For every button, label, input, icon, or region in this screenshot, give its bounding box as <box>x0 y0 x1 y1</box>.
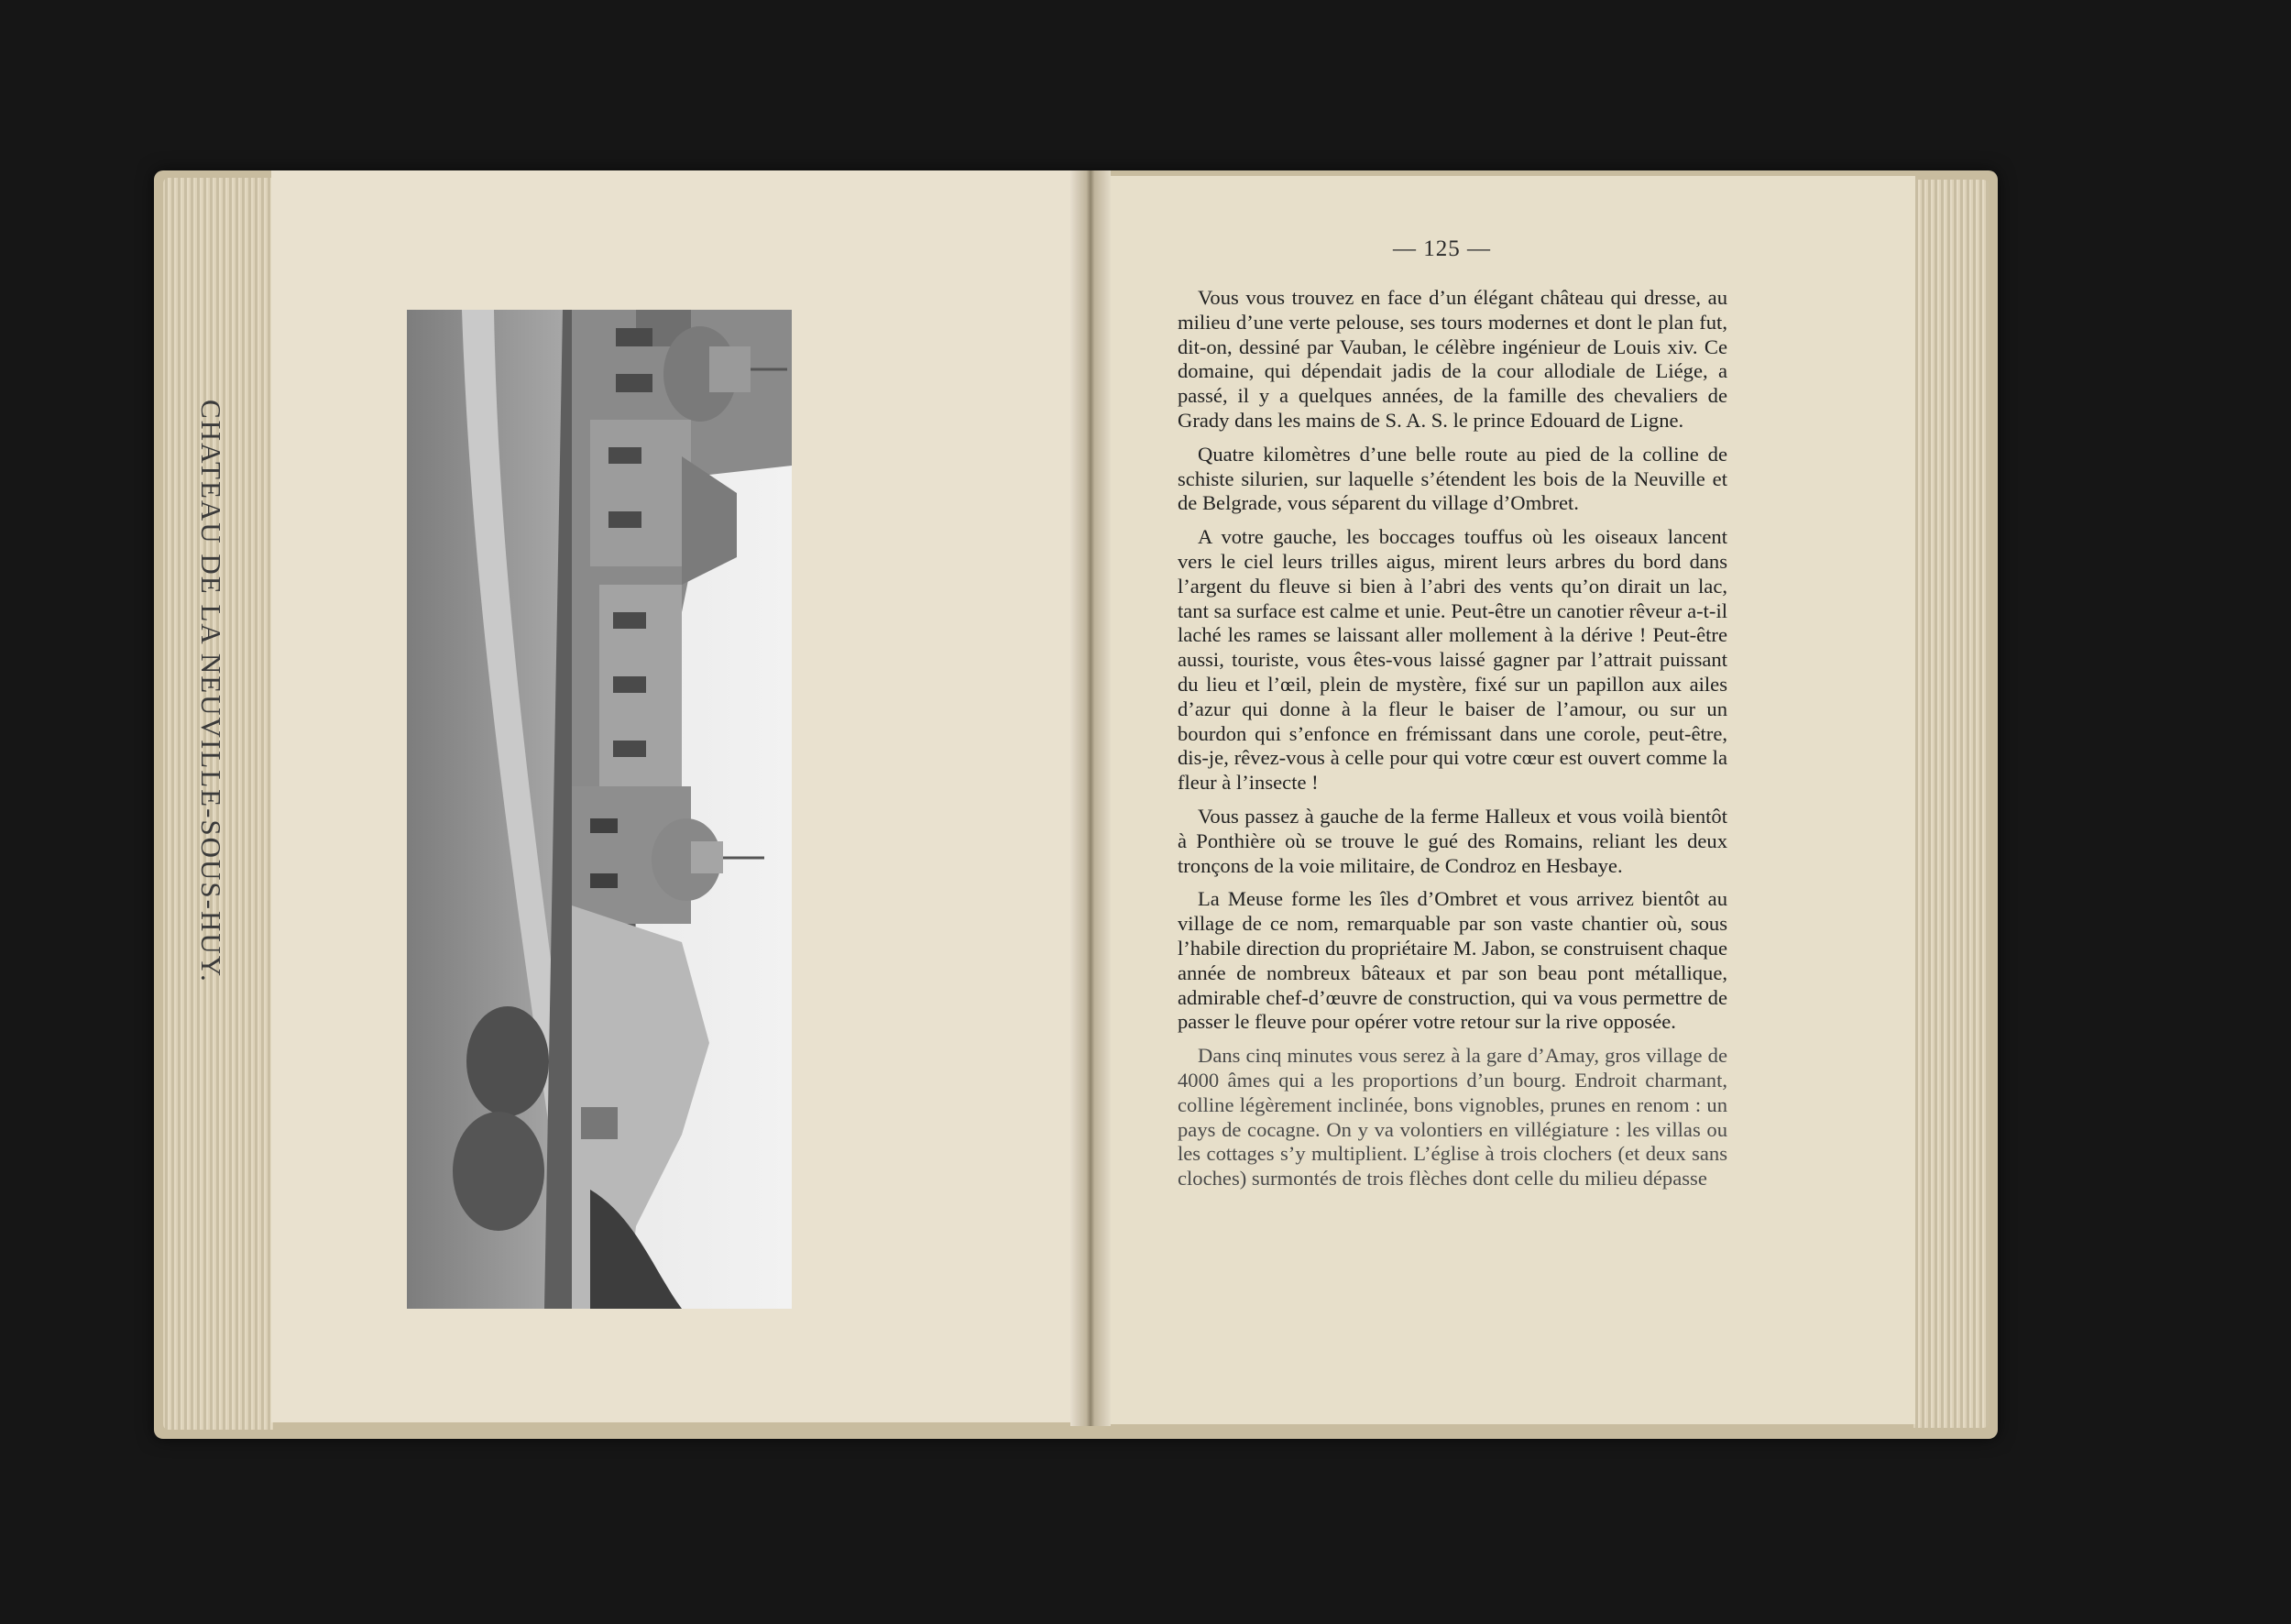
paragraph: La Meuse forme les îles d’Ombret et vous arrivez bientôt au village de ce nom, remarquable par son vaste chantier où, sous l’habile direction du propriétaire M. Jabon, se construisent chaque année de nombreux bâteaux et par son beau pont métallique, admirable chef-d’œuvre de construction, qui va vous permettre de passer le fleuve pour opérer votre retour sur la rive opposée. <box>1178 887 1727 1034</box>
chateau-photograph-image <box>407 310 792 1309</box>
paragraph: Vous vous trouvez en face d’un élégant château qui dresse, au milieu d’une verte pelouse, ses tours modernes et dont le plan fut, dit-on, dessiné par Vauban, le célèbre ingénieur de Louis xiv. Ce domaine, qui dépendait jadis de la cour allodiale de Liége, a passé, il y a quelques années, de la famille des chevaliers de Grady dans les mains de S. A. S. le prince Edouard de Ligne. <box>1178 286 1727 432</box>
chateau-photograph <box>407 310 792 1309</box>
paragraph: Vous passez à gauche de la ferme Halleux et vous voilà bientôt à Ponthière où se trouve le gué des Romains, reliant les deux tronçons de la voie militaire, de Condroz en Hesbaye. <box>1178 804 1727 877</box>
right-page-edges <box>1913 180 1989 1428</box>
paragraph: Quatre kilomètres d’une belle route au pied de la colline de schiste silurien, sur laquelle s’étendent les bois de la Neuville et de Belgrade, vous séparent du village d’Ombret. <box>1178 442 1727 515</box>
paragraph: A votre gauche, les boccages touffus où les oiseaux lancent vers le ciel leurs trilles aigus, mirent leurs arbres du bord dans l’argent du fleuve si bien à l’abri des vents qu’on dirait un lac, tant sa surface est calme et unie. Peut-être un canotier rêveur a-t-il laché les rames se laissant aller mollement à la dérive ! Peut-être aussi, touriste, vous êtes-vous laissé gagner par l’attrait puissant du lieu et l’œil, plein de mystère, fixé sur un papillon aux ailes d’azur qui donne à la fleur le baiser de l’amour, ou sur un bourdon qui s’enfonce en frémissant dans une corole, peut-être, dis-je, rêvez-vous à celle pour qui votre cœur est ouvert comme la fleur à l’insecte ! <box>1178 525 1727 795</box>
plate-caption: CHATEAU DE LA NEUVILLE-SOUS-HUY. <box>195 400 227 983</box>
page-number: — 125 — <box>1393 236 1491 261</box>
book-gutter <box>1070 170 1111 1426</box>
page-text <box>1178 286 1727 1201</box>
paragraph: Dans cinq minutes vous serez à la gare d’Amay, gros village de 4000 âmes qui a les proportions d’un bourg. Endroit charmant, colline légèrement inclinée, bons vignobles, prunes en renom : un pays de cocagne. On y va volontiers en villégiature : les villas ou les cottages s’y multiplient. L’église à trois clochers (et deux sans cloches) surmontés de trois flèches dont celle du milieu dépasse <box>1178 1044 1727 1191</box>
